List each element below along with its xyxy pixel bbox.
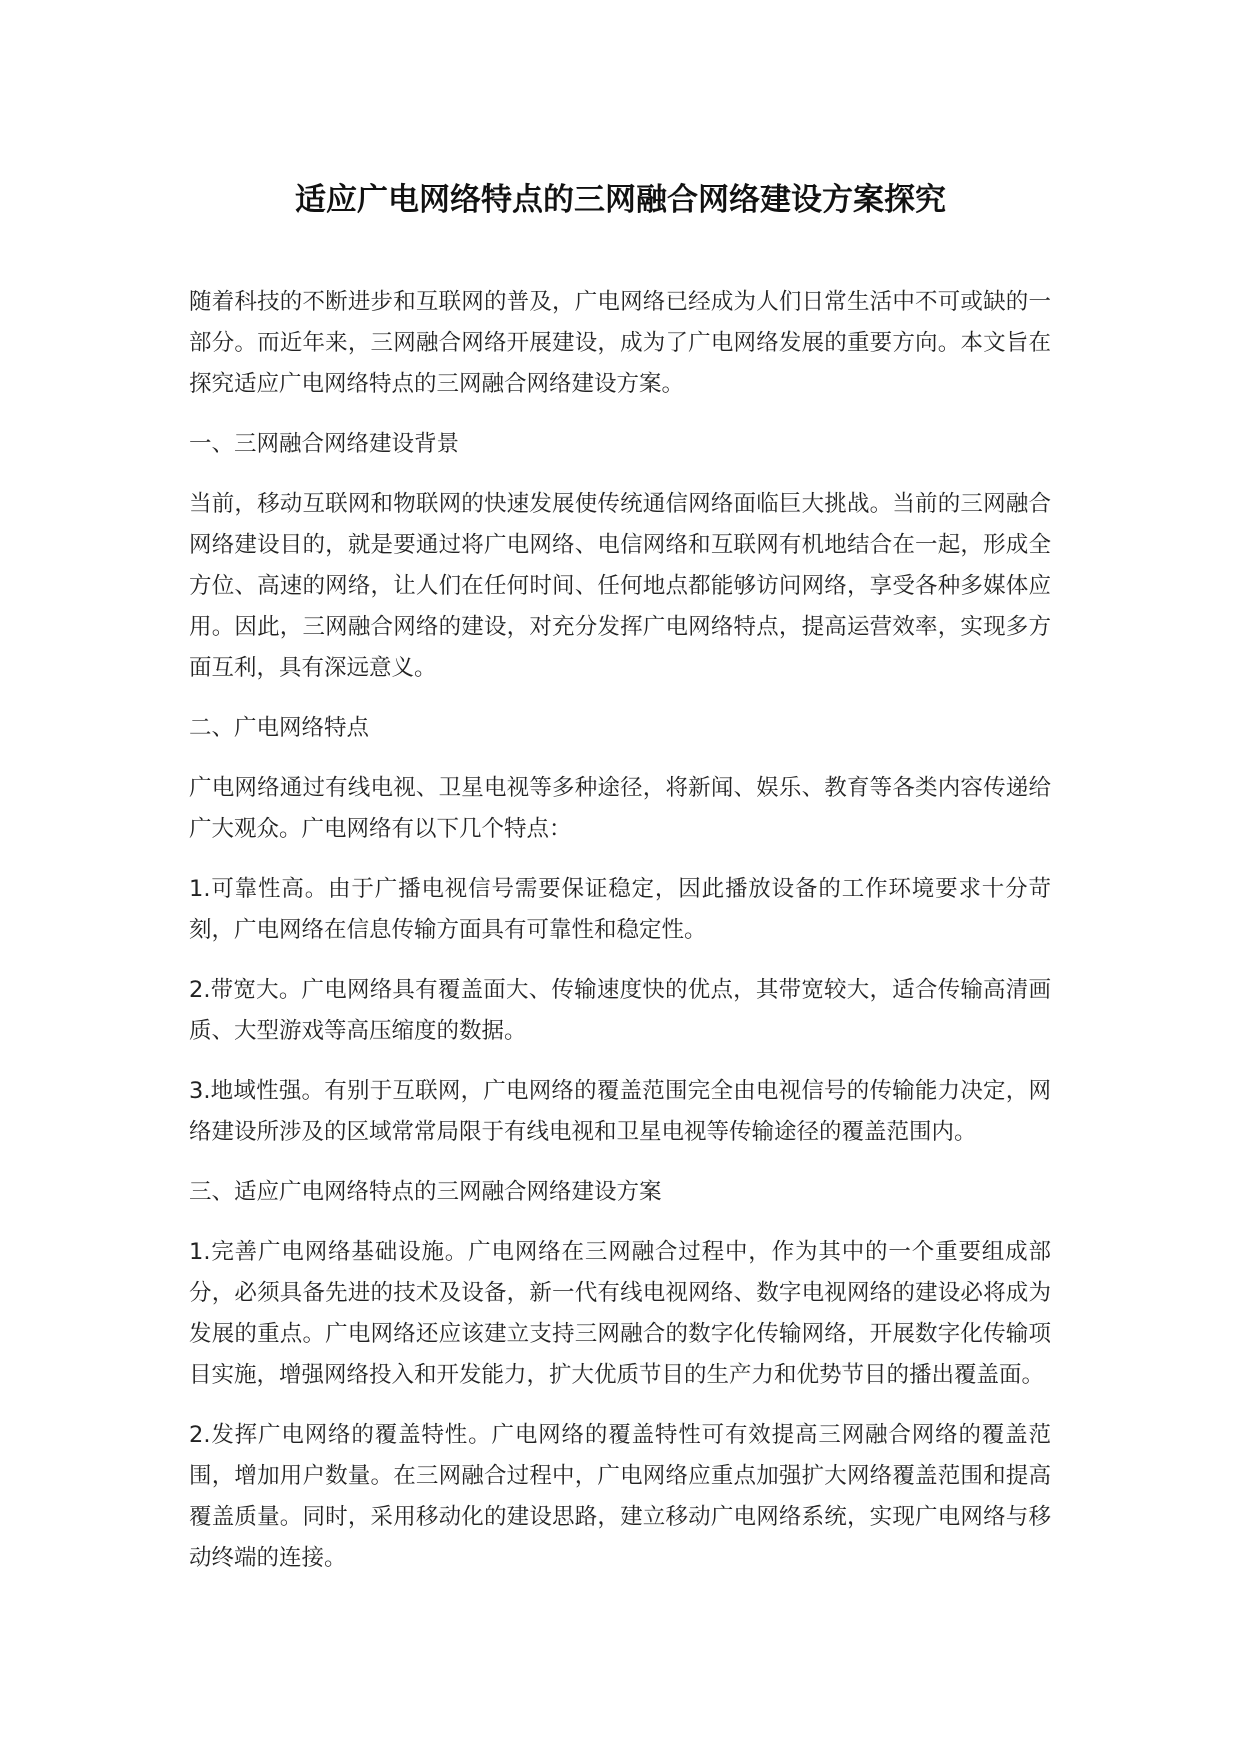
feature-item-regional: 3.地域性强。有别于互联网，广电网络的覆盖范围完全由电视信号的传输能力决定，网络建设所涉及的区域常常局限于有线电视和卫星电视等传输途径的覆盖范围内。	[189, 1078, 1051, 1145]
section-heading-features: 二、广电网络特点	[189, 715, 370, 741]
section-heading-background: 一、三网融合网络建设背景	[189, 431, 460, 457]
document-body	[189, 282, 1051, 1598]
document-title: 适应广电网络特点的三网融合网络建设方案探究	[295, 182, 946, 218]
background-paragraph: 当前，移动互联网和物联网的快速发展使传统通信网络面临巨大挑战。当前的三网融合网络建设目的，就是要通过将广电网络、电信网络和互联网有机地结合在一起，形成全方位、高速的网络，让人们在任何时间、任何地点都能够访问网络，享受各种多媒体应用。因此，三网融合网络的建设，对充分发挥广电网络特点，提高运营效率，实现多方面互利，具有深远意义。	[189, 491, 1051, 681]
plan-item-coverage: 2.发挥广电网络的覆盖特性。广电网络的覆盖特性可有效提高三网融合网络的覆盖范围，增加用户数量。在三网融合过程中，广电网络应重点加强扩大网络覆盖范围和提高覆盖质量。同时，采用移动化的建设思路，建立移动广电网络系统，实现广电网络与移动终端的连接。	[189, 1422, 1051, 1571]
plan-item-infrastructure: 1.完善广电网络基础设施。广电网络在三网融合过程中，作为其中的一个重要组成部分，必须具备先进的技术及设备，新一代有线电视网络、数字电视网络的建设必将成为发展的重点。广电网络还应该建立支持三网融合的数字化传输网络，开展数字化传输项目实施，增强网络投入和开发能力，扩大优质节目的生产力和优势节目的播出覆盖面。	[189, 1239, 1051, 1388]
feature-item-reliability: 1.可靠性高。由于广播电视信号需要保证稳定，因此播放设备的工作环境要求十分苛刻，广电网络在信息传输方面具有可靠性和稳定性。	[189, 876, 1051, 943]
features-intro-paragraph: 广电网络通过有线电视、卫星电视等多种途径，将新闻、娱乐、教育等各类内容传递给广大观众。广电网络有以下几个特点：	[189, 775, 1051, 842]
feature-item-bandwidth: 2.带宽大。广电网络具有覆盖面大、传输速度快的优点，其带宽较大，适合传输高清画质、大型游戏等高压缩度的数据。	[189, 977, 1051, 1044]
section-heading-plan: 三、适应广电网络特点的三网融合网络建设方案	[189, 1179, 662, 1205]
intro-paragraph: 随着科技的不断进步和互联网的普及，广电网络已经成为人们日常生活中不可或缺的一部分。而近年来，三网融合网络开展建设，成为了广电网络发展的重要方向。本文旨在探究适应广电网络特点的三网融合网络建设方案。	[189, 289, 1051, 397]
